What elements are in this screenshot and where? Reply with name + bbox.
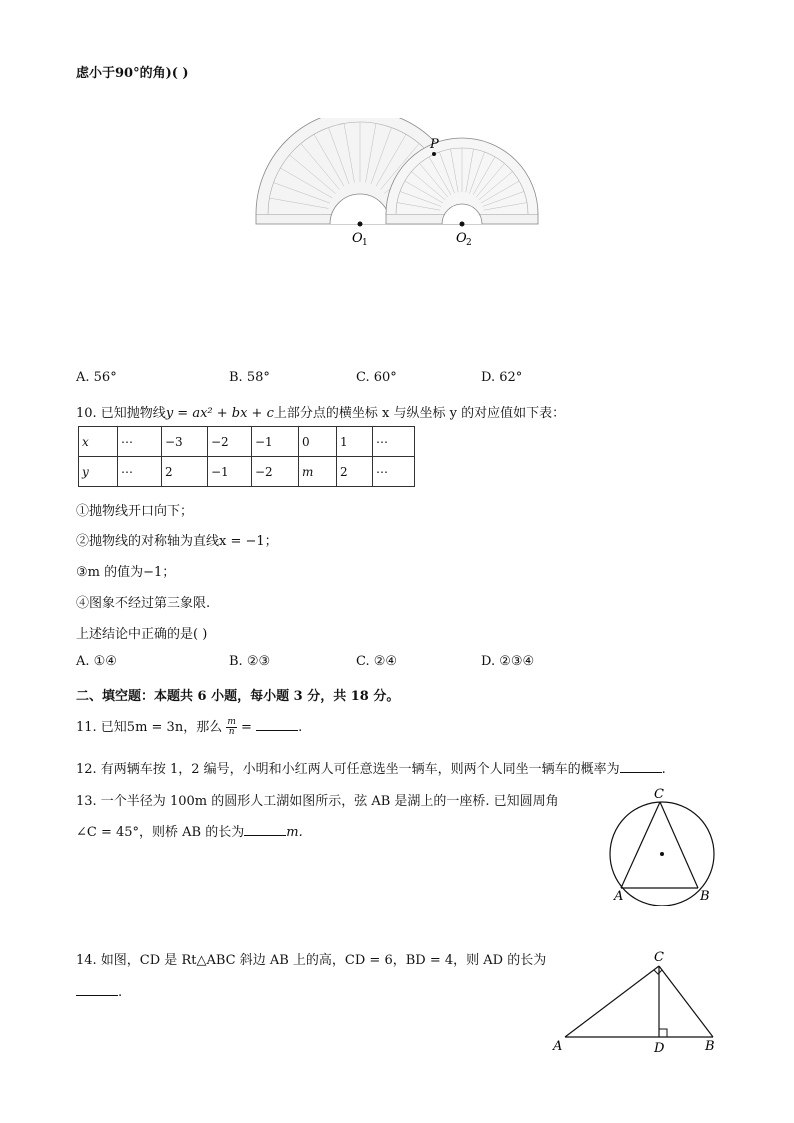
- q12: [76, 758, 666, 777]
- label-d: D: [654, 1041, 665, 1056]
- q10-stem-formula: y = ax² + bx + c: [165, 406, 274, 421]
- table-cell: x: [79, 427, 118, 457]
- table-cell: ⋯: [373, 457, 415, 487]
- point-p: [432, 152, 436, 156]
- q10-statement-1: ①抛物线开口向下；: [76, 504, 194, 519]
- q11-answer-blank[interactable]: [256, 718, 298, 731]
- q9-option-a: A. 56°: [76, 370, 117, 385]
- q10-ask: 上述结论中正确的是( ): [76, 627, 208, 642]
- q11-frac-den: n: [228, 727, 235, 737]
- label-o1-sub: 1: [362, 238, 368, 248]
- point-o1: [358, 222, 363, 227]
- table-cell: m: [299, 457, 337, 487]
- q11-fraction: [226, 718, 237, 737]
- label-o2: O: [456, 231, 467, 246]
- q9-option-b: B. 58°: [229, 370, 270, 385]
- label-c: C: [654, 950, 664, 965]
- table-cell: ⋯: [118, 427, 162, 457]
- q14-answer-blank[interactable]: [76, 983, 118, 996]
- q13-line-2b: m.: [286, 825, 303, 840]
- label-o2-sub: 2: [466, 238, 472, 248]
- q9-option-d: D. 62°: [481, 370, 523, 385]
- table-cell: 1: [337, 427, 373, 457]
- label-a: A: [614, 889, 624, 904]
- q10-option-d: D. ②③④: [481, 654, 535, 669]
- table-cell: 2: [162, 457, 208, 487]
- circle-figure: [604, 782, 724, 906]
- table-cell: 0: [299, 427, 337, 457]
- q11-prefix: 11. 已知5m = 3n，那么: [76, 720, 223, 735]
- q12-answer-blank[interactable]: [620, 760, 662, 773]
- q10-option-c: C. ②④: [356, 654, 398, 669]
- q10-value-table: [78, 426, 415, 487]
- q14-line-1: 14. 如图，CD 是 Rt△ABC 斜边 AB 上的高，CD = 6，BD = 4，则 AD 的长为: [76, 953, 547, 968]
- table-cell: ⋯: [373, 427, 415, 457]
- table-cell: −3: [162, 427, 208, 457]
- table-cell: ⋯: [118, 457, 162, 487]
- q11-end: .: [298, 720, 303, 735]
- label-b: B: [700, 889, 710, 904]
- q10-option-b: B. ②③: [229, 654, 271, 669]
- q10-statement-4: ④图象不经过第三象限.: [76, 596, 211, 611]
- q10-stem-b: 上部分点的横坐标 x 与纵坐标 y 的对应值如下表：: [273, 406, 566, 421]
- q10-statement-2: ②抛物线的对称轴为直线x = −1；: [76, 534, 278, 549]
- q13-line-2a: ∠C = 45°，则桥 AB 的长为: [76, 825, 245, 840]
- table-cell: 2: [337, 457, 373, 487]
- table-row-x: [79, 427, 415, 457]
- label-p: P: [430, 137, 439, 152]
- q9-stem-tail: 虑小于90°的角)( ): [76, 66, 189, 81]
- q13-line-2: [76, 821, 303, 840]
- table-cell: −2: [252, 457, 299, 487]
- q11-frac-num: m: [227, 717, 236, 727]
- q12-text: 12. 有两辆车按 1，2 编号，小明和小红两人可任意选坐一辆车，则两个人同坐一辆车的概率为: [76, 762, 620, 777]
- q14-end: .: [118, 985, 123, 1000]
- q14-line-2: [76, 983, 122, 1000]
- label-c: C: [654, 787, 664, 802]
- table-cell: −2: [208, 427, 252, 457]
- table-cell: −1: [208, 457, 252, 487]
- q10-stem-a: 10. 已知抛物线: [76, 406, 166, 421]
- q10-option-a: A. ①④: [76, 654, 117, 669]
- table-cell: −1: [252, 427, 299, 457]
- q13-answer-blank[interactable]: [244, 823, 286, 836]
- protractor-figure: [250, 118, 550, 248]
- table-cell: y: [79, 457, 118, 487]
- q11: [76, 716, 302, 737]
- q11-suffix: =: [236, 720, 257, 735]
- section-2-title: 二、填空题：本题共 6 小题，每小题 3 分，共 18 分。: [76, 689, 400, 704]
- point-o2: [460, 222, 465, 227]
- q10-stem: [76, 402, 565, 421]
- label-a: A: [553, 1039, 563, 1054]
- q12-end: .: [661, 762, 666, 777]
- label-b: B: [705, 1039, 715, 1054]
- table-row-y: [79, 457, 415, 487]
- triangle-figure: [548, 946, 724, 1058]
- q13-line-1: 13. 一个半径为 100m 的圆形人工湖如图所示，弦 AB 是湖上的一座桥. 已知圆周角: [76, 794, 559, 809]
- q9-option-c: C. 60°: [356, 370, 397, 385]
- q10-statement-3: ③m 的值为−1；: [76, 565, 176, 580]
- label-o1: O: [352, 231, 363, 246]
